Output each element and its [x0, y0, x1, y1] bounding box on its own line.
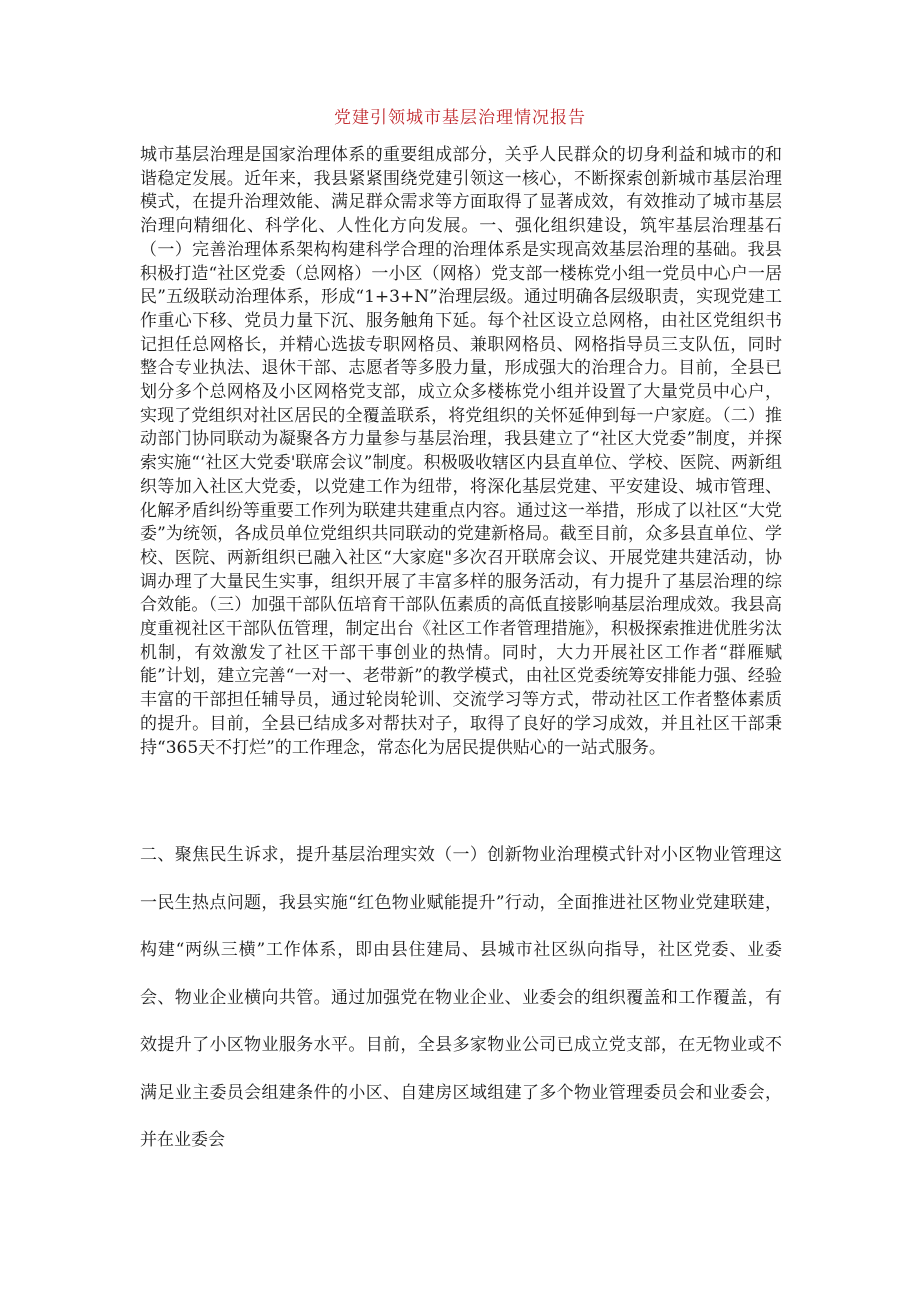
body-paragraph-1: 城市基层治理是国家治理体系的重要组成部分，关乎人民群众的切身利益和城市的和谐稳定发展。近年来，我县紧紧围绕党建引领这一核心，不断探索创新城市基层治理模式，在提升治理效能、满足群众需求等方面取得了显著成效，有效推动了城市基层治理向精细化、科学化、人性化方向发展。一、强化组织建设，筑牢基层治理基石（一）完善治理体系架构构建科学合理的治理体系是实现高效基层治理的基础。我县积极打造“社区党委（总网格）一小区（网格）党支部一楼栋党小组一党员中心户一居民”五级联动治理体系，形成“1+3+N”治理层级。通过明确各层级职责，实现党建工作重心下移、党员力量下沉、服务触角下延。每个社区设立总网格，由社区党组织书记担任总网格长，并精心选拔专职网格员、兼职网格员、网格指导员三支队伍，同时整合专业执法、退休干部、志愿者等多股力量，形成强大的治理合力。目前，全县已划分多个总网格及小区网格党支部，成立众多楼栋党小组并设置了大量党员中心户，实现了党组织对社区居民的全覆盖联系，将党组织的关怀延伸到每一户家庭。（二）推动部门协同联动为凝聚各方力量参与基层治理，我县建立了“社区大党委”制度，并探索实施“‘社区大党委'联席会议”制度。积极吸收辖区内县直单位、学校、医院、两新组织等加入社区大党委，以党建工作为纽带，将深化基层党建、平安建设、城市管理、化解矛盾纠纷等重要工作列为联建共建重点内容。通过这一举措，形成了以社区“大党委”为统领，各成员单位党组织共同联动的党建新格局。截至目前，众多县直单位、学校、医院、两新组织已融入社区“大家庭"多次召开联席会议、开展党建共建活动，协调办理了大量民生实事，组织开展了丰富多样的服务活动，有力提升了基层治理的综合效能。（三）加强干部队伍培育干部队伍素质的高低直接影响基层治理成效。我县高度重视社区干部队伍管理，制定出台《社区工作者管理措施》，积极探索推进优胜劣汰机制，有效激发了社区干部干事创业的热情。同时，大力开展社区工作者“群雁赋能”计划，建立完善“一对一、老带新”的教学模式，由社区党委统筹安排能力强、经验丰富的干部担任辅导员，通过轮岗轮训、交流学习等方式，带动社区工作者整体素质的提升。目前，全县已结成多对帮扶对子，取得了良好的学习成效，并且社区干部秉持“365天不打烂”的工作理念，常态化为居民提供贴心的一站式服务。 [140, 145, 782, 758]
document-title: 党建引领城市基层治理情况报告 [334, 108, 586, 128]
body-paragraph-2: 二、聚焦民生诉求，提升基层治理实效（一）创新物业治理模式针对小区物业管理这一民生热点问题，我县实施“红色物业赋能提升”行动，全面推进社区物业党建联建，构建“两纵三横”工作体系，即由县住建局、县城市社区纵向指导，社区党委、业委会、物业企业横向共管。通过加强党在物业企业、业委会的组织覆盖和工作覆盖，有效提升了小区物业服务水平。目前，全县多家物业公司已成立党支部，在无物业或不满足业主委员会组建条件的小区、自建房区域组建了多个物业管理委员会和业委会，并在业委会 [140, 845, 782, 1150]
